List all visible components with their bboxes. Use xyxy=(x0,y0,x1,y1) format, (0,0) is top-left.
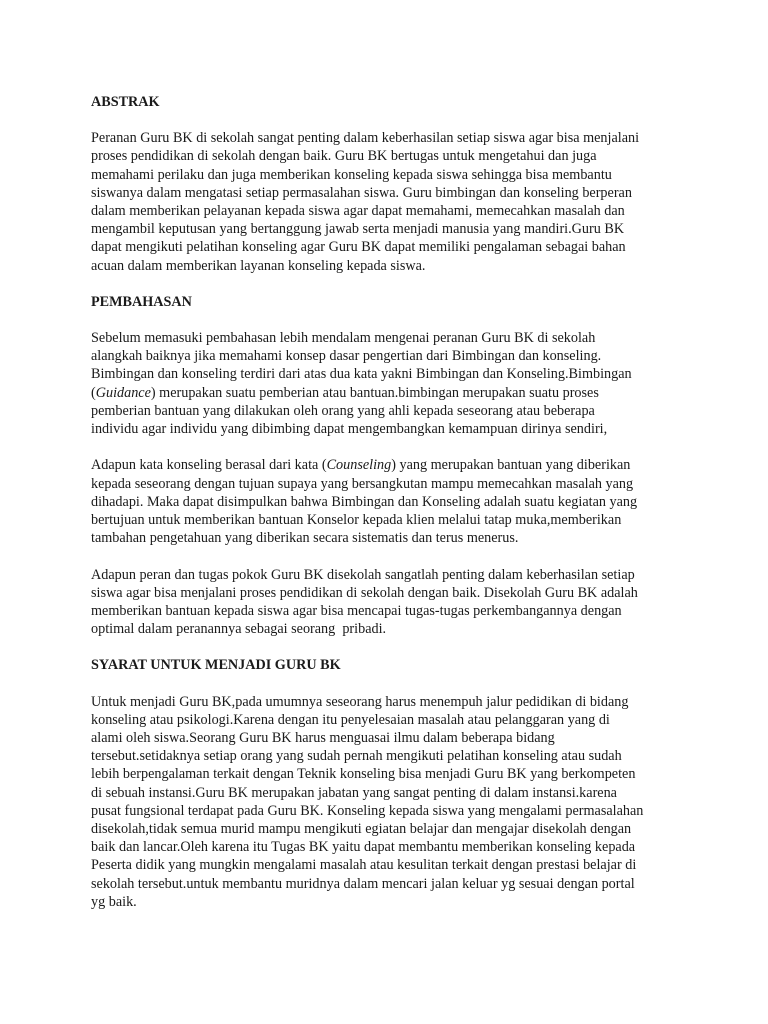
text-line: optimal dalam peranannya sebagai seorang pribadi. xyxy=(91,621,387,638)
text-line: Bimbingan dan konseling terdiri dari atas dua kata yakni Bimbingan dan Konseling.Bimbingan xyxy=(91,366,632,383)
syarat-paragraph xyxy=(91,693,691,911)
document-page xyxy=(91,93,691,911)
text-line: pusat fungsional terdapat pada Guru BK. Konseling kepada siswa yang mengalami permasalahan xyxy=(91,802,644,819)
italic-term: Counseling xyxy=(326,457,392,474)
abstrak-paragraph xyxy=(91,129,691,275)
spacer xyxy=(91,275,691,293)
spacer xyxy=(91,111,691,129)
text-line: konseling atau psikologi.Karena dengan itu penyelesaian masalah atau pelanggaran yang di xyxy=(91,711,610,728)
text-line: alami oleh siswa.Seorang Guru BK harus menguasai ilmu dalam beberapa bidang xyxy=(91,730,555,746)
text-line: memahami perilaku dan juga memberikan konseling kepada siswa sehingga bisa membantu xyxy=(91,166,612,183)
text-line: tersebut.setidaknya setiap orang yang sudah pernah mengikuti pelatihan konseling atau sudah xyxy=(91,748,622,765)
spacer xyxy=(91,311,691,329)
text-line: siswa agar bisa menjalani proses pendidikan di sekolah dengan baik. Disekolah Guru BK adalah xyxy=(91,584,638,601)
text-line: Adapun peran dan tugas pokok Guru BK disekolah sangatlah penting dalam keberhasilan setiap xyxy=(91,566,635,583)
text-fragment: ) yang merupakan bantuan yang diberikan xyxy=(391,457,631,474)
spacer xyxy=(91,547,691,565)
text-line: disekolah,tidak semua murid mampu mengikuti egiatan belajar dan mengajar disekolah dengan xyxy=(91,820,632,837)
text-fragment: Adapun kata konseling berasal dari kata ( xyxy=(91,457,327,474)
text-line: yg baik. xyxy=(91,893,137,910)
pembahasan-heading: PEMBAHASAN xyxy=(91,293,192,310)
text-line: Peserta didik yang mungkin mengalami masalah atau kesulitan terkait dengan prestasi belajar di xyxy=(91,857,637,874)
text-line: siswanya dalam mengatasi setiap permasalahan siswa. Guru bimbingan dan konseling berperan xyxy=(91,184,632,201)
text-line: Peranan Guru BK di sekolah sangat penting dalam keberhasilan setiap siswa agar bisa menjalani xyxy=(91,130,640,147)
text-line: Sebelum memasuki pembahasan lebih mendalam mengenai peranan Guru BK di sekolah xyxy=(91,330,596,347)
spacer xyxy=(91,674,691,692)
pembahasan-paragraph-2 xyxy=(91,456,691,547)
text-line xyxy=(91,384,691,402)
text-line: dapat mengikuti pelatihan konseling agar Guru BK dapat memiliki pengalaman sebagai bahan xyxy=(91,239,626,256)
text-line: di sebuah instansi.Guru BK merupakan jabatan yang sangat penting di dalam instansi.karena xyxy=(91,784,617,801)
pembahasan-paragraph-1 xyxy=(91,329,691,438)
text-line: tambahan pengetahuan yang diberikan secara sistematis dan terus menerus. xyxy=(91,530,519,547)
syarat-heading: SYARAT UNTUK MENJADI GURU BK xyxy=(91,657,341,674)
pembahasan-paragraph-3 xyxy=(91,566,691,639)
text-line: Untuk menjadi Guru BK,pada umumnya seseorang harus menempuh jalur pedidikan di bidang xyxy=(91,693,629,710)
text-fragment: ) merupakan suatu pemberian atau bantuan.bimbingan merupakan suatu proses xyxy=(150,384,599,401)
text-line: kepada seseorang dengan tujuan supaya yang bersangkutan mampu memecahkan masalah yang xyxy=(91,475,634,492)
spacer xyxy=(91,438,691,456)
text-line: dalam memberikan pelayanan kepada siswa agar dapat memahami, memecahkan masalah dan xyxy=(91,202,625,219)
text-line: acuan dalam memberikan layanan konseling kepada siswa. xyxy=(91,257,426,274)
text-line xyxy=(91,456,691,474)
abstrak-heading: ABSTRAK xyxy=(91,94,160,110)
italic-term: Guidance xyxy=(95,384,151,401)
text-line: sekolah tersebut.untuk membantu muridnya dalam mencari jalan keluar yg sesuai dengan portal xyxy=(91,875,635,892)
text-line: alangkah baiknya jika memahami konsep dasar pengertian dari Bimbingan dan konseling. xyxy=(91,348,602,365)
text-line: bertujuan untuk memberikan bantuan Konselor kepada klien melalui tatap muka,memberikan xyxy=(91,511,622,528)
text-line: proses pendidikan di sekolah dengan baik. Guru BK bertugas untuk mengetahui dan juga xyxy=(91,148,597,165)
text-line: baik dan lancar.Oleh karena itu Tugas BK yaitu dapat membantu memberikan konseling kepada xyxy=(91,839,636,856)
spacer xyxy=(91,638,691,656)
text-line: individu agar individu yang dibimbing dapat mengembangkan kemampuan dirinya sendiri, xyxy=(91,421,608,437)
text-line: dihadapi. Maka dapat disimpulkan bahwa Bimbingan dan Konseling adalah suatu kegiatan yang xyxy=(91,493,638,510)
text-line: pemberian bantuan yang dilakukan oleh orang yang ahli kepada seseorang atau beberapa xyxy=(91,402,595,419)
text-line: memberikan bantuan kepada siswa agar bisa mencapai tugas-tugas perkembangannya dengan xyxy=(91,602,622,619)
text-line: mengambil keputusan yang bertanggung jawab serta menjadi manusia yang mandiri.Guru BK xyxy=(91,221,625,238)
text-line: lebih berpengalaman terkait dengan Teknik konseling bisa menjadi Guru BK yang berkompeten xyxy=(91,766,636,783)
text-fragment: ( xyxy=(91,384,96,401)
